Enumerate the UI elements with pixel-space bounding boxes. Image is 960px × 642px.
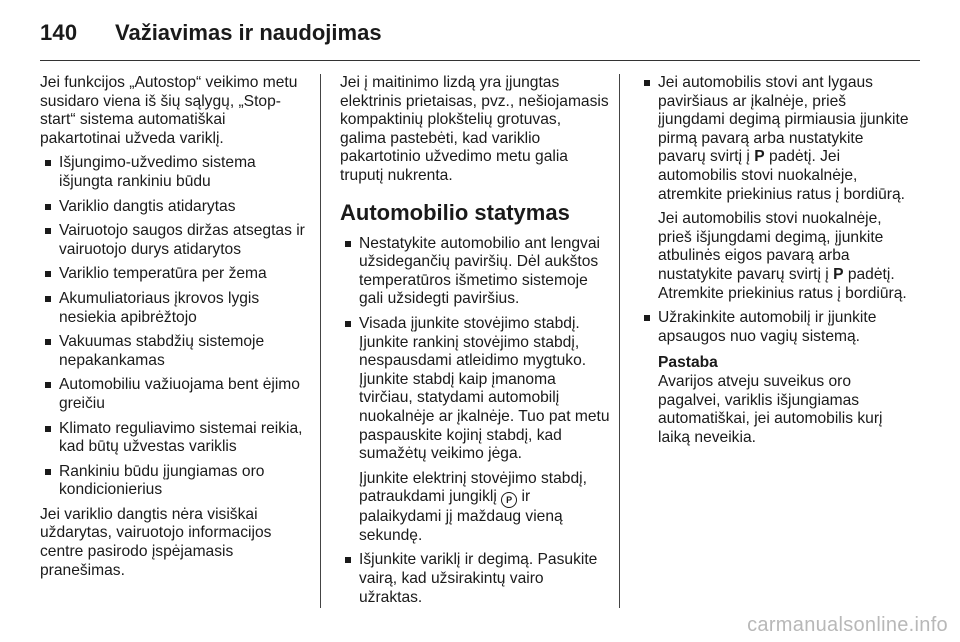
parking-list bbox=[340, 235, 610, 608]
list-item bbox=[340, 315, 610, 546]
watermark: carmanualsonline.info bbox=[747, 614, 948, 636]
autostop-intro: Jei funkcijos „Autostop“ veikimo metu susidaro viena iš šių sąlygų, „Stop-start“ sistema automatiškai pakartotinai užveda variklį. bbox=[40, 74, 298, 147]
list-item: Užrakinkite automobilį ir įjunkite apsaugos nuo vagių sistemą. bbox=[639, 309, 909, 346]
gear-p-label: P bbox=[833, 265, 844, 283]
list-item bbox=[639, 74, 909, 303]
power-outlet-text: Jei į maitinimo lizdą yra įjungtas elektrinis prietaisas, pvz., nešiojamasis kompaktinių plokštelių grotuvas, galima pastebėti, kad variklio pakartotinio užvedimo metu galia truputį nukrenta. bbox=[340, 74, 609, 184]
hood-warning-text: Jei variklio dangtis nėra visiškai uždarytas, vairuotojo informacijos centre pasirodo įspėjamasis pranešimas. bbox=[40, 505, 272, 579]
list-item: Rankiniu būdu įjungiamas oro kondicionierius bbox=[40, 463, 310, 500]
list-item: Klimato reguliavimo sistemai reikia, kad būtų užvestas variklis bbox=[40, 420, 310, 457]
list-item: Automobiliu važiuojama bent ėjimo greičiu bbox=[40, 376, 310, 413]
restart-conditions-list bbox=[40, 154, 310, 500]
column-divider-2 bbox=[619, 74, 620, 608]
list-item: Vakuumas stabdžių sistemoje nepakankamas bbox=[40, 333, 310, 370]
column-1 bbox=[40, 74, 310, 586]
list-item: Išjunkite variklį ir degimą. Pasukite vairą, kad užsirakintų vairo užraktas. bbox=[340, 551, 610, 607]
column-2 bbox=[340, 74, 610, 613]
gear-p-label: P bbox=[754, 148, 765, 166]
list-item: Akumuliatoriaus įkrovos lygis nesiekia apibrėžtojo bbox=[40, 290, 310, 327]
parking-brake-text: Visada įjunkite stovėjimo stabdį. Įjunkite rankinį stovėjimo stabdį, nespausdami atleidimo mygtuko. Įjunkite stabdį kaip įmanoma tvirčiau, statydami automobilį nuokalnėje ar įkalnėje. Tuo pat metu paspauskite kojinį stabdį, kad sumažėtų veikimo jėga. bbox=[359, 314, 610, 463]
header-divider bbox=[40, 60, 920, 61]
parking-heading: Automobilio statymas bbox=[340, 199, 570, 225]
section-title: Važiavimas ir naudojimas bbox=[115, 20, 382, 45]
level-surface-text: Jei automobilis stovi ant lygaus paviršiaus ar įkalnėje, prieš įjungdami degimą pirmiausia įjunkite pirmą pavarą arba nustatykite pavarų svirtį į P padėtį. Jei automobilis stovi nuokalnėje, atremkite priekinius ratus į bordiūrą. bbox=[658, 74, 909, 203]
note-title: Pastaba bbox=[658, 354, 718, 372]
page-number: 140 bbox=[40, 20, 78, 45]
downhill-text: Jei automobilis stovi nuokalnėje, prieš išjungdami degimą, įjunkite atbulinės eigos pavarą arba nustatykite pavarų svirtį į P padėtį. Atremkite priekinius ratus į bordiūrą. bbox=[658, 210, 907, 302]
list-item: Variklio temperatūra per žema bbox=[40, 265, 310, 284]
list-item: Nestatykite automobilio ant lengvai užsidegančių paviršių. Dėl aukštos temperatūros išmetimo sistemoje gali užsidegti paviršius. bbox=[340, 235, 610, 309]
column-3 bbox=[639, 74, 909, 453]
column-divider-1 bbox=[320, 74, 321, 608]
note-text: Avarijos atveju suveikus oro pagalvei, variklis išjungiamas automatiškai, jei automobilis kurį laiką neveikia. bbox=[658, 372, 883, 446]
list-item: Vairuotojo saugos diržas atsegtas ir vairuotojo durys atidarytos bbox=[40, 222, 310, 259]
parking-list-continued bbox=[639, 74, 909, 346]
list-item: Išjungimo-užvedimo sistema išjungta rankiniu būdu bbox=[40, 154, 310, 191]
electric-brake-text: Įjunkite elektrinį stovėjimo stabdį, patraukdami jungiklį P ir palaikydami jį maždaug vieną sekundę. bbox=[359, 469, 587, 544]
parking-brake-icon: P bbox=[501, 492, 517, 508]
list-item: Variklio dangtis atidarytas bbox=[40, 198, 310, 217]
page-header bbox=[0, 0, 960, 60]
